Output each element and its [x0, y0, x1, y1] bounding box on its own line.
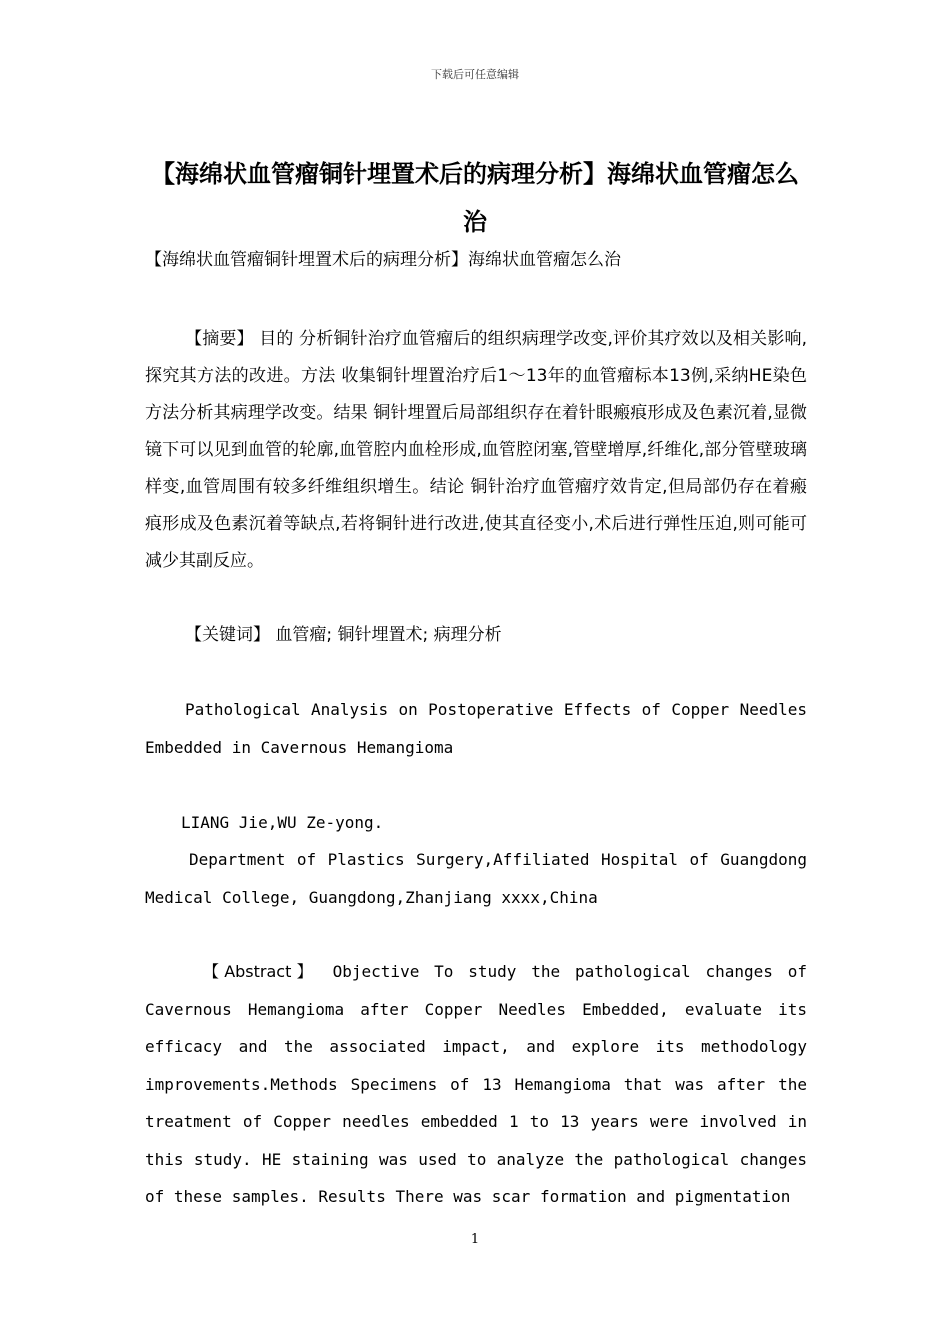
- page-number: 1: [470, 1232, 480, 1247]
- abstract-cn-label: 【摘要】: [185, 329, 254, 349]
- affiliation: Department of Plastics Surgery,Affiliated Hospital of Guangdong Medical College, Guangdong,Zhanjiang xxxx,China: [145, 850, 807, 907]
- page-header-note: 下载后可任意编辑: [431, 68, 519, 81]
- abstract-en-label: 【Abstract】: [203, 962, 318, 981]
- abstract-en-text: Objective To study the pathological changes of Cavernous Hemangioma after Copper Needles Embedded, evaluate its efficacy and the associated impact, and explore its methodology improvements.Methods Specimens of 13 Hemangioma that was after the treatment of Copper needles embedded 1 to 13 years were involved in this study. HE staining was used to analyze the pathological changes of these samples. Results There was scar formation and pigmentation: [145, 962, 807, 1206]
- english-title: Pathological Analysis on Postoperative Effects of Copper Needles Embedded in Cavernous Hemangioma: [145, 700, 807, 757]
- abstract-en-paragraph: [145, 953, 807, 1216]
- abstract-cn-text: 目的 分析铜针治疗血管瘤后的组织病理学改变,评价其疗效以及相关影响,探究其方法的改进。方法 收集铜针埋置治疗后1～13年的血管瘤标本13例,采纳HE染色方法分析其病理学改变。结果 铜针埋置后局部组织存在着针眼瘢痕形成及色素沉着,显微镜下可以见到血管的轮廓,血管腔内血栓形成,血管腔闭塞,管壁增厚,纤维化,部分管壁玻璃样变,血管周围有较多纤维组织增生。结论 铜针治疗血管瘤疗效肯定,但局部仍存在着瘢痕形成及色素沉着等缺点,若将铜针进行改进,使其直径变小,术后进行弹性压迫,则可能可减少其副反应。: [145, 329, 808, 571]
- keywords-cn-label: 【关键词】: [185, 625, 270, 645]
- keywords-cn-text: 血管瘤; 铜针埋置术; 病理分析: [270, 625, 502, 645]
- keywords-cn-paragraph: [145, 617, 807, 654]
- abstract-cn-paragraph: [145, 321, 807, 580]
- document-subtitle: 【海绵状血管瘤铜针埋置术后的病理分析】海绵状血管瘤怎么治: [145, 250, 621, 270]
- authors: LIANG Jie,WU Ze-yong.: [181, 813, 384, 832]
- document-title: 【海绵状血管瘤铜针埋置术后的病理分析】海绵状血管瘤怎么治: [151, 160, 799, 236]
